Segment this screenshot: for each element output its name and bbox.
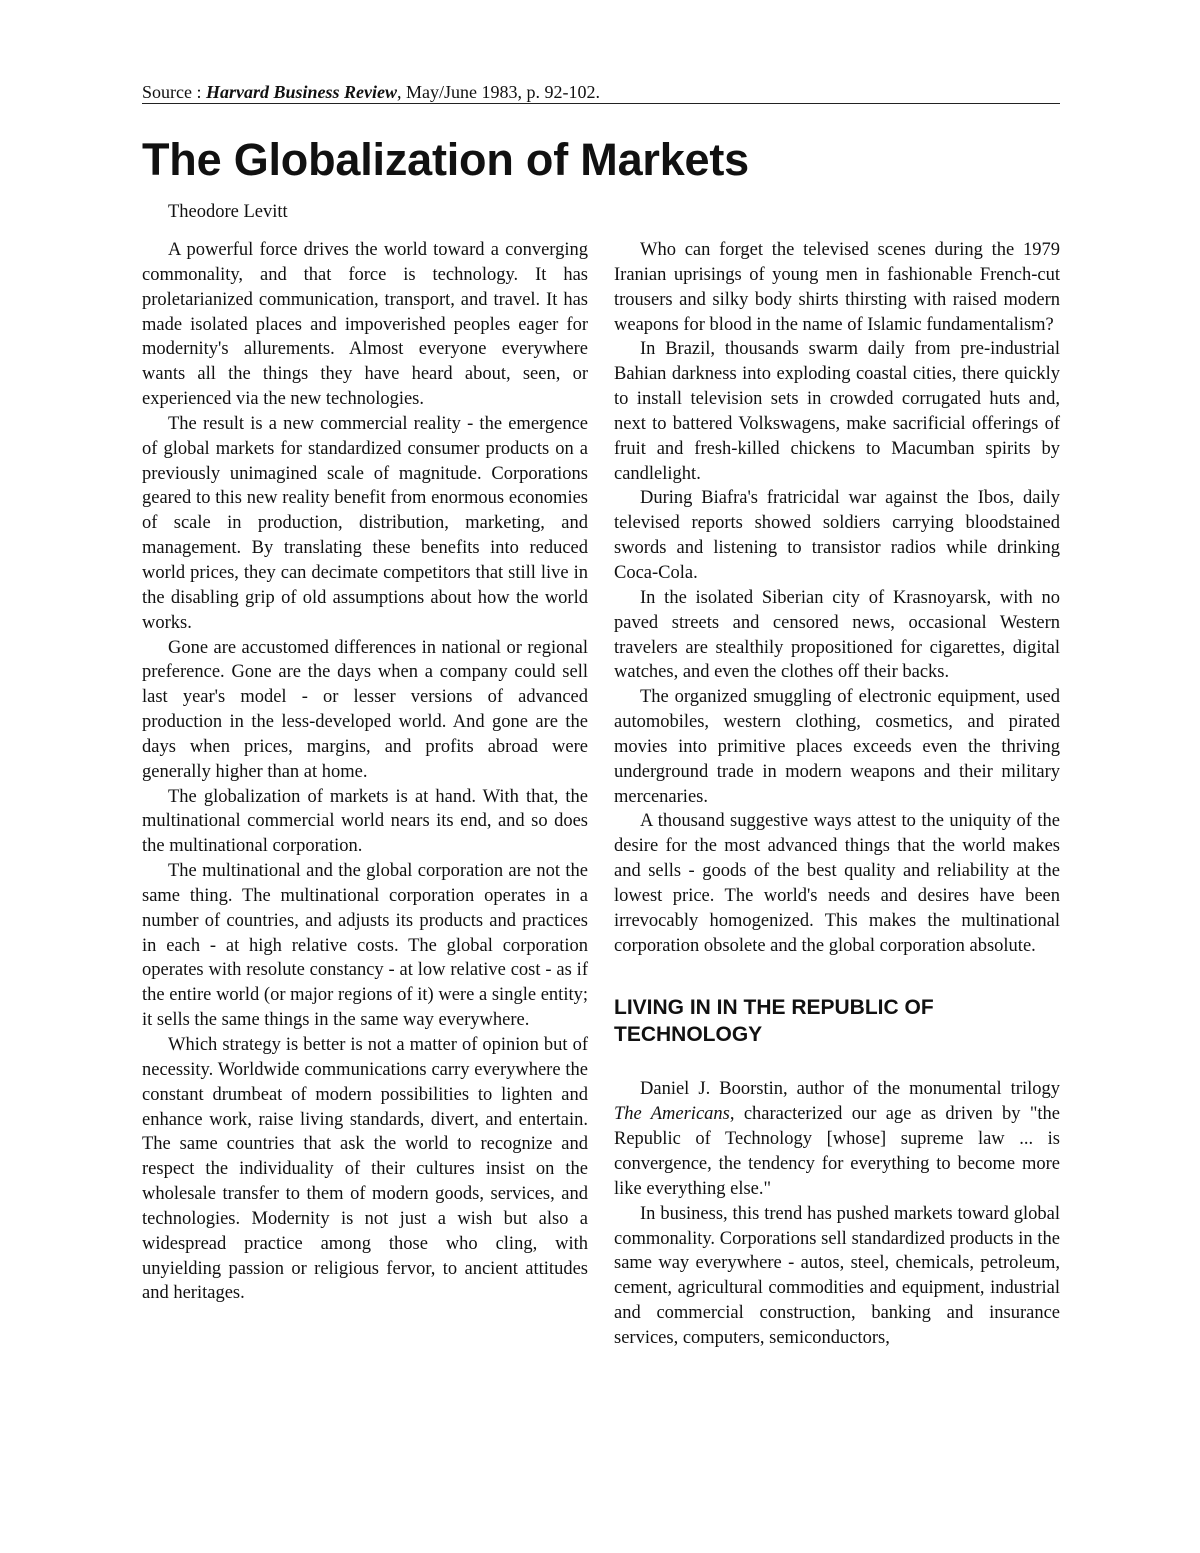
paragraph: The multinational and the global corporation are not the same thing. The multinational corporation operates in a number of countries, and adjusts its products and practices in each - at high relative costs. The global corporation operates with resolute constancy - at low relative cost - as if the entire world (or major regions of it) were a single entity; it sells the same things in the same way everywhere. <box>142 861 588 1031</box>
section-heading: LIVING IN IN THE REPUBLIC OF TECHNOLOGY <box>614 996 934 1047</box>
source-prefix: Source : <box>142 82 206 102</box>
header-rule <box>142 103 1060 104</box>
paragraph <box>614 1077 1060 1201</box>
paragraph: In Brazil, thousands swarm daily from pre-industrial Bahian darkness into exploding coastal cities, there quickly to install television sets in crowded corrugated huts and, next to battered Volkswagens, make sacrificial offerings of fruit and fresh-killed chickens to Macumban spirits by candlelight. <box>614 339 1060 484</box>
paragraph-text: , characterized our age as driven by "the Republic of Technology [whose] supreme law ... is convergence, the tendency for everything to become more like everything else." <box>614 1104 1060 1199</box>
paragraph: During Biafra's fratricidal war against the Ibos, daily televised reports showed soldiers carrying bloodstained swords and listening to transistor radios while drinking Coca-Cola. <box>614 488 1060 583</box>
article-author: Theodore Levitt <box>168 202 288 222</box>
paragraph: Which strategy is better is not a matter of opinion but of necessity. Worldwide communications carry everywhere the constant drumbeat of modern possibilities to lighten and enhance work, raise living standards, divert, and entertain. The same countries that ask the world to recognize and respect the individuality of their cultures insist on the wholesale transfer to them of modern goods, services, and technologies. Modernity is not just a wish but also a widespread practice among those who cling, with unyielding passion or religious fervor, to ancient attitudes and heritages. <box>142 1035 588 1304</box>
paragraph: A powerful force drives the world toward a converging commonality, and that force is technology. It has proletarianized communication, transport, and travel. It has made isolated places and impoverished peoples eager for modernity's allurements. Almost everyone everywhere wants all the things they have heard about, seen, or experienced via the new technologies. <box>142 240 588 410</box>
source-suffix: , May/June 1983, p. 92-102. <box>397 82 600 102</box>
paragraph-text: Daniel J. Boorstin, author of the monumental trilogy <box>640 1079 1060 1100</box>
article-title: The Globalization of Markets <box>142 134 749 185</box>
journal-name: Harvard Business Review <box>205 82 397 102</box>
paragraph: In business, this trend has pushed markets toward global commonality. Corporations sell standardized products in the same way everywhere - autos, steel, chemicals, petroleum, cement, agricultural commodities and equipment, industrial and commercial construction, banking and insurance services, computers, semiconductors, <box>614 1203 1060 1348</box>
source-line <box>142 80 1060 104</box>
paragraph: In the isolated Siberian city of Krasnoyarsk, with no paved streets and censored news, occasional Western travelers are stealthily propositioned for cigarettes, digital watches, and even the clothes off their backs. <box>614 587 1060 683</box>
paragraph: Who can forget the televised scenes during the 1979 Iranian uprisings of young men in fashionable French-cut trousers and silky body shirts thirsting with raised modern weapons for blood in the name of Islamic fundamentalism? <box>614 240 1060 335</box>
left-column <box>142 238 588 1306</box>
paragraph: The organized smuggling of electronic equipment, used automobiles, western clothing, cosmetics, and pirated movies into primitive places exceeds even the thriving underground trade in modern weapons and their military mercenaries. <box>614 687 1060 807</box>
paragraph: A thousand suggestive ways attest to the uniquity of the desire for the most advanced things that the world makes and sells - goods of the best quality and reliability at the lowest price. The world's needs and desires have been irrevocably homogenized. This makes the multinational corporation obsolete and the global corporation absolute. <box>614 811 1060 956</box>
book-title: The Americans <box>614 1104 730 1125</box>
paragraph: Gone are accustomed differences in national or regional preference. Gone are the days when a company could sell last year's model - or lesser versions of advanced production in the less-developed world. And gone are the days when prices, margins, and profits abroad were generally higher than at home. <box>142 637 588 782</box>
right-column <box>614 238 1060 1351</box>
paragraph: The result is a new commercial reality - the emergence of global markets for standardized consumer products on a previously unimagined scale of magnitude. Corporations geared to this new reality benefit from enormous economies of scale in production, distribution, marketing, and management. By translating these benefits into reduced world prices, they can decimate competitors that still live in the disabling grip of old assumptions about how the world works. <box>142 413 588 633</box>
paragraph: The globalization of markets is at hand. With that, the multinational commercial world nears its end, and so does the multinational corporation. <box>142 786 588 857</box>
